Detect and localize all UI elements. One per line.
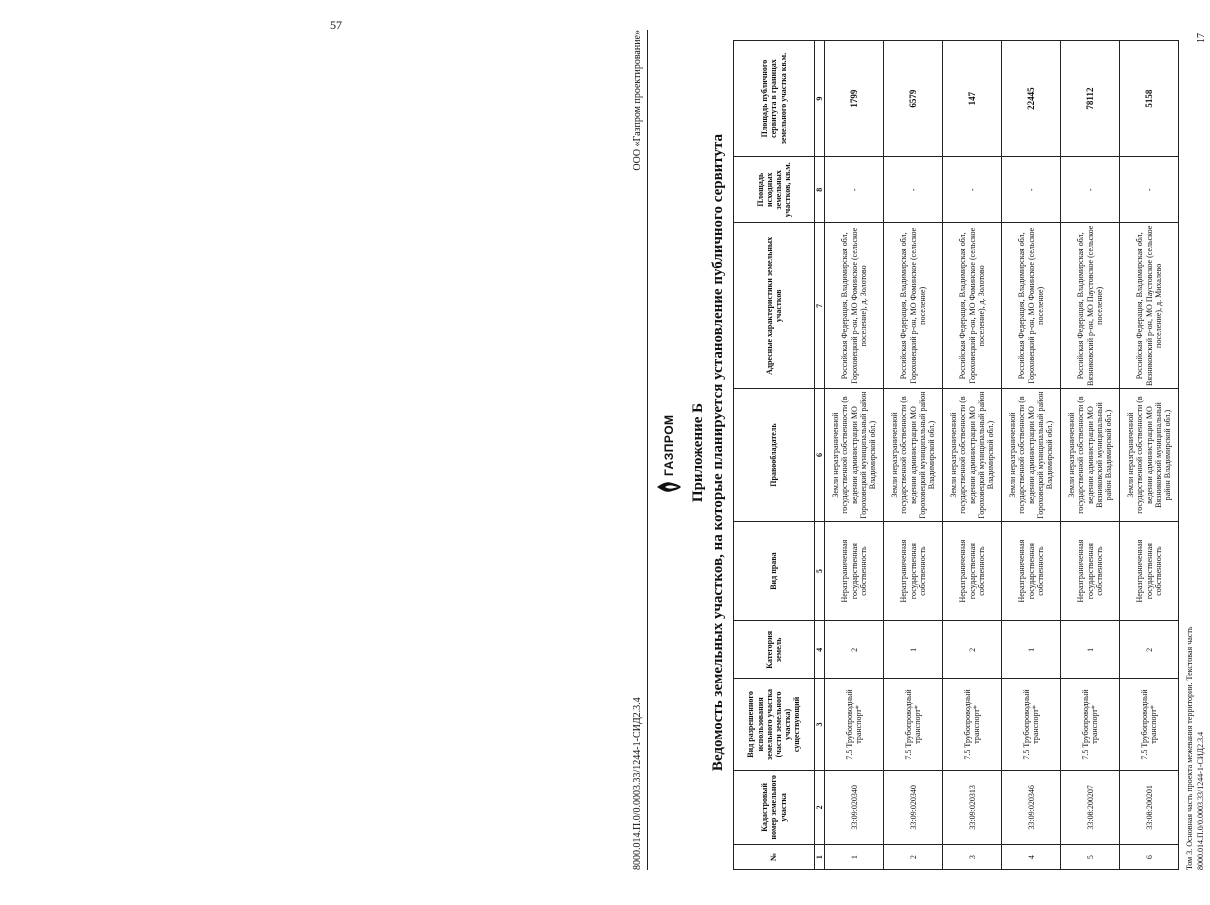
address: Российская Федерация, Владимирская обл, Вязниковский р-он, МО Паустовское (сельское поселение), д. Михалево <box>1120 223 1179 389</box>
permitted-use: 7.5 Трубопроводный транспорт* <box>825 679 884 770</box>
logo-text: ГАЗПРОМ <box>662 414 676 476</box>
cadastral-number: 33:09:020346 <box>1002 770 1061 845</box>
permitted-use: 7.5 Трубопроводный транспорт* <box>1120 679 1179 770</box>
permitted-use: 7.5 Трубопроводный транспорт* <box>884 679 943 770</box>
cadastral-number: 33:09:020313 <box>943 770 1002 845</box>
column-number: 4 <box>815 621 825 679</box>
servitude-area: 22445 <box>1002 41 1061 157</box>
right-type: Неразграниченная государственная собственность <box>1002 521 1061 620</box>
table-row <box>1120 41 1179 870</box>
column-number: 6 <box>815 389 825 522</box>
land-category: 1 <box>1061 621 1120 679</box>
land-plots-table <box>733 40 1179 870</box>
rights-holder: Земли неразграниченной государственной собственности (в ведении администрации МО Вязниковский муниципальный район Владимирской обл.) <box>1120 389 1179 522</box>
table-row <box>1061 41 1120 870</box>
footer-page-number: 17 <box>1196 33 1207 43</box>
address: Российская Федерация, Владимирская обл, Гороховецкий р-он, МО Фоминское (сельское поселение) <box>1002 223 1061 389</box>
permitted-use: 7.5 Трубопроводный транспорт* <box>1002 679 1061 770</box>
column-number: 9 <box>815 41 825 157</box>
land-category: 1 <box>884 621 943 679</box>
cadastral-number: 33:08:200201 <box>1120 770 1179 845</box>
land-category: 2 <box>943 621 1002 679</box>
page-number: 57 <box>330 18 342 32</box>
servitude-area: 1799 <box>825 41 884 157</box>
column-number: 8 <box>815 157 825 223</box>
servitude-area: 147 <box>943 41 1002 157</box>
permitted-use: 7.5 Трубопроводный транспорт* <box>1061 679 1120 770</box>
land-category: 1 <box>1002 621 1061 679</box>
header-rule <box>647 30 648 870</box>
table-row <box>884 41 943 870</box>
column-number: 5 <box>815 521 825 620</box>
row-number: 2 <box>884 845 943 870</box>
right-type: Неразграниченная государственная собственность <box>1061 521 1120 620</box>
address: Российская Федерация, Владимирская обл, Вязниковский р-он, МО Паустовское (сельское поселение) <box>1061 223 1120 389</box>
right-type: Неразграниченная государственная собственность <box>943 521 1002 620</box>
header-cell: Правообладатель <box>734 389 815 522</box>
document-code: 8000.014.П.0/0.0003.33/1244-1-СИД2.3.4 <box>632 697 643 870</box>
table-row <box>943 41 1002 870</box>
appendix-heading: Приложение Б <box>690 402 706 503</box>
header-cell: Вид права <box>734 521 815 620</box>
column-number: 7 <box>815 223 825 389</box>
flame-icon <box>656 479 682 495</box>
rights-holder: Земли неразграниченной государственной собственности (в ведении администрации МО Гороховецкий муниципальный район Владимирской обл.) <box>825 389 884 522</box>
address: Российская Федерация, Владимирская обл, Гороховецкий р-он, МО Фоминское (сельское поселение), д. Золотово <box>943 223 1002 389</box>
rights-holder: Земли неразграниченной государственной собственности (в ведении администрации МО Гороховецкий муниципальный район Владимирской обл.) <box>1002 389 1061 522</box>
gazprom-logo <box>654 414 684 495</box>
cadastral-number: 33:09:020340 <box>825 770 884 845</box>
servitude-area: 6579 <box>884 41 943 157</box>
address: Российская Федерация, Владимирская обл, Гороховецкий р-он, МО Фоминское (сельское поселение), д. Золотово <box>825 223 884 389</box>
source-area: - <box>884 157 943 223</box>
header-cell: Кадастровый номер земельного участка <box>734 770 815 845</box>
rights-holder: Земли неразграниченной государственной собственности (в ведении администрации МО Гороховецкий муниципальный район Владимирской обл.) <box>884 389 943 522</box>
permitted-use: 7.5 Трубопроводный транспорт* <box>943 679 1002 770</box>
source-area: - <box>1002 157 1061 223</box>
column-number-row <box>815 41 825 870</box>
company-name: ООО «Газпром проектирование» <box>632 30 643 171</box>
header-cell: Категория земель <box>734 621 815 679</box>
row-number: 5 <box>1061 845 1120 870</box>
land-category: 2 <box>825 621 884 679</box>
rotated-document <box>630 25 1210 880</box>
header-cell: Вид разрешенного использования земельного участка (части земельного участка) существующий <box>734 679 815 770</box>
header-cell: Адресные характеристики земельных участков <box>734 223 815 389</box>
cadastral-number: 33:09:020340 <box>884 770 943 845</box>
column-number: 1 <box>815 845 825 870</box>
table-row <box>825 41 884 870</box>
right-type: Неразграниченная государственная собственность <box>884 521 943 620</box>
row-number: 1 <box>825 845 884 870</box>
row-number: 4 <box>1002 845 1061 870</box>
row-number: 3 <box>943 845 1002 870</box>
header-cell: Площадь исходных земельных участков, кв.м. <box>734 157 815 223</box>
servitude-area: 78112 <box>1061 41 1120 157</box>
rights-holder: Земли неразграниченной государственной собственности (в ведении администрации МО Гороховецкий муниципальный район Владимирской обл.) <box>943 389 1002 522</box>
address: Российская Федерация, Владимирская обл, Гороховецкий р-он, МО Фоминское (сельское поселение) <box>884 223 943 389</box>
rights-holder: Земли неразграниченной государственной собственности (в ведении администрации МО Вязниковский муниципальный район Владимирской обл.) <box>1061 389 1120 522</box>
land-category: 2 <box>1120 621 1179 679</box>
table-header-row <box>734 41 815 870</box>
source-area: - <box>943 157 1002 223</box>
source-area: - <box>1120 157 1179 223</box>
row-number: 6 <box>1120 845 1179 870</box>
source-area: - <box>1061 157 1120 223</box>
cadastral-number: 33:08:200207 <box>1061 770 1120 845</box>
table-row <box>1002 41 1061 870</box>
servitude-area: 5158 <box>1120 41 1179 157</box>
footer-document-code: 8000.014.П.0/0.0003.33/1244-1-СИД2.3.4 <box>1196 731 1205 870</box>
right-type: Неразграниченная государственная собственность <box>1120 521 1179 620</box>
column-number: 3 <box>815 679 825 770</box>
footer-volume-note: Том 3. Основная часть проекта межевания территории. Текстовая часть <box>1185 626 1194 870</box>
column-number: 2 <box>815 770 825 845</box>
header-cell: Площадь публичного сервитута в границах земельного участка кв.м. <box>734 41 815 157</box>
right-type: Неразграниченная государственная собственность <box>825 521 884 620</box>
source-area: - <box>825 157 884 223</box>
header-cell: № <box>734 845 815 870</box>
document-title: Ведомость земельных участков, на которые планируется установление публичного сервитута <box>710 133 726 772</box>
